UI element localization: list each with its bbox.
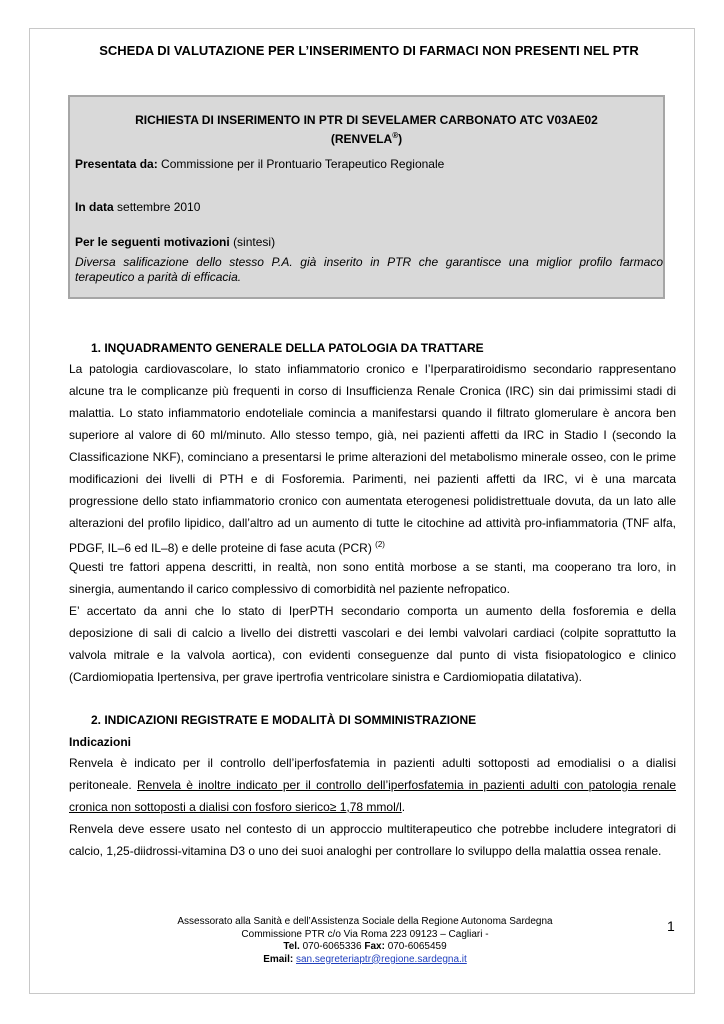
- footer-contacts: [100, 941, 630, 954]
- registered-mark: ®: [392, 131, 399, 140]
- indication-underlined-text: Renvela è inoltre indicato per il controllo dell’iperfosfatemia in pazienti adulti con patologia renale cronica non sottoposti a dialisi con fosforo sierico≥ 1,78 mmol/l: [69, 778, 677, 814]
- indication-end: .: [401, 800, 406, 814]
- tel-label: Tel.: [283, 941, 300, 952]
- request-date-value: settembre 2010: [117, 200, 201, 214]
- request-date: [75, 200, 200, 215]
- request-date-label: In data: [75, 200, 114, 214]
- footer-line-2: Commissione PTR c/o Via Roma 223 09123 – Cagliari -: [241, 928, 489, 940]
- email-link[interactable]: san.segreteriaptr@regione.sardegna.it: [295, 953, 467, 965]
- reference-marker: (2): [375, 540, 385, 549]
- section-1-paragraph-2: Questi tre fattori appena descritti, in realtà, non sono entità morbose a se stanti, ma cooperano tra loro, in sinergia, aumentando il carico complessivo di comorbidità nel paziente nefropatico.: [69, 560, 676, 596]
- motivations-label: Per le seguenti motivazioni: [75, 235, 230, 249]
- request-summary-box: [68, 95, 665, 299]
- tel-value: 070-6065336: [302, 941, 362, 952]
- presented-by-label: Presentata da:: [75, 157, 158, 171]
- document-title: SCHEDA DI VALUTAZIONE PER L’INSERIMENTO DI FARMACI NON PRESENTI NEL PTR: [99, 43, 639, 58]
- email-label: Email:: [263, 953, 294, 965]
- section-1-paragraph-1-text: La patologia cardiovascolare, lo stato infiammatorio cronico e l’Iperparatiroidismo secondario rappresentano alcune tra le complicanze più frequenti in corso di Insufficienza Renale Cronica (IRC) sin dai primissimi stadi di malattia. Lo stato infiammatorio endoteliale comincia a manifestarsi quando il filtrato glomerulare è ancora ben superiore al valore di 60 ml/minuto. Allo stesso tempo, già, nei pazienti affetti da IRC in Stadio I (secondo la Classificazione NKF), cominciano a presentarsi le prime alterazioni del metabolismo minerale osseo, con le prime modificazioni dei livelli di PTH e di Fosforemia. Parimenti, nei pazienti affetti da IRC, vi è una marcata progressione dello stato infiammatorio cronico con aumentata eterogenesi polidistrettuale dovuta, da un lato alle alterazioni del profilo lipidico, dall’altro ad un aumento di tutte le citochine ad attività pro-infiammatoria (TNF alfa, PDGF, IL–6 ed IL–8) e delle proteine di fase acuta (PCR): [69, 362, 676, 555]
- section-1-heading: 1. INQUADRAMENTO GENERALE DELLA PATOLOGIA DA TRATTARE: [91, 341, 484, 355]
- section-2-paragraph-1: [69, 752, 676, 818]
- section-1-paragraph-3: E’ accertato da anni che lo stato di IperPTH secondario comporta un aumento della fosforemia e della deposizione di sali di calcio a livello dei distretti vascolari e dei lembi valvolari cardiaci (colpite soprattutto la valvola mitrale e la valvola aortica), con evidenti conseguenze dal punto di vista fisiopatologico e clinico (Cardiomiopatia Ipertensiva, per grave ipertrofia ventricolare sinistra e Cardiomiopatia dilatativa).: [69, 604, 676, 684]
- fax-label: Fax:: [364, 941, 385, 952]
- motivations: [75, 235, 275, 250]
- motivations-note: (sintesi): [233, 235, 276, 249]
- presented-by-value: Commissione per il Prontuario Terapeutico Regionale: [161, 157, 445, 171]
- indication-text: Renvela è indicato per il controllo dell’iperfosfatemia in pazienti adulti sottoposti ad emodialisi o a dialisi peritoneale.: [69, 756, 676, 792]
- request-title-line1: RICHIESTA DI INSERIMENTO IN PTR DI SEVELAMER CARBONATO ATC V03AE02: [135, 113, 598, 127]
- request-title-line2-post: ): [398, 132, 403, 146]
- fax-value: 070-6065459: [387, 941, 447, 952]
- motivations-text: Diversa salificazione dello stesso P.A. già inserito in PTR che garantisce una miglior profilo farmaco terapeutico a parità di efficacia.: [75, 255, 663, 284]
- indications-subheading: Indicazioni: [69, 735, 132, 749]
- footer-email: [100, 954, 630, 967]
- section-1-paragraph-1: [69, 358, 676, 559]
- page-footer: [100, 916, 630, 966]
- footer-line-1: Assessorato alla Sanità e dell’Assistenza Sociale della Regione Autonoma Sardegna: [177, 916, 553, 927]
- presented-by: [75, 157, 444, 172]
- section-2-paragraph-2: Renvela deve essere usato nel contesto di un approccio multiterapeutico che potrebbe includere integratori di calcio, 1,25-diidrossi-vitamina D3 o uno dei suoi analoghi per controllare lo sviluppo della malattia ossea renale.: [69, 822, 676, 858]
- request-title: [70, 113, 663, 147]
- section-2-heading: 2. INDICAZIONI REGISTRATE E MODALITÀ DI SOMMINISTRAZIONE: [91, 713, 477, 727]
- request-title-line2-pre: (RENVELA: [330, 132, 393, 146]
- page-number: 1: [667, 918, 675, 934]
